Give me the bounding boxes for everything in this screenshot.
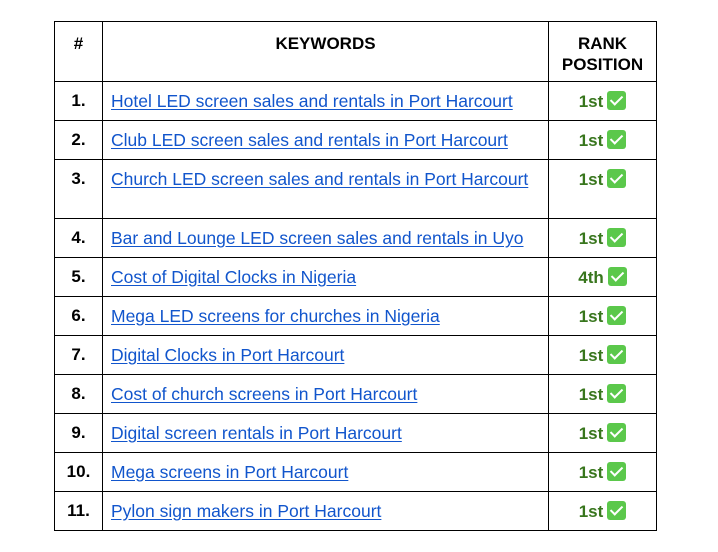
keyword-cell (103, 453, 549, 492)
check-mark-icon (607, 462, 626, 481)
keyword-link[interactable]: Cost of Digital Clocks in Nigeria (111, 267, 357, 287)
header-keywords: KEYWORDS (103, 22, 549, 82)
rank-cell (549, 297, 657, 336)
rank-cell (549, 82, 657, 121)
keyword-cell (103, 414, 549, 453)
header-rank-position (549, 22, 657, 82)
table-row (55, 258, 657, 297)
keyword-cell (103, 160, 549, 219)
keyword-ranking-table (54, 21, 657, 531)
rank-value: 1st (578, 424, 604, 443)
keyword-cell (103, 219, 549, 258)
row-number: 7. (55, 336, 103, 375)
rank-cell (549, 121, 657, 160)
rank-value: 1st (578, 385, 604, 404)
table-row (55, 160, 657, 219)
row-number: 2. (55, 121, 103, 160)
table-row (55, 297, 657, 336)
table-row (55, 414, 657, 453)
check-mark-icon (607, 228, 626, 247)
keyword-cell (103, 258, 549, 297)
table-row (55, 453, 657, 492)
rank-value: 1st (578, 346, 604, 365)
row-number: 3. (55, 160, 103, 219)
check-mark-icon (607, 306, 626, 325)
table-row (55, 121, 657, 160)
rank-value: 1st (578, 131, 604, 150)
keyword-link[interactable]: Hotel LED screen sales and rentals in Port Harcourt (111, 91, 513, 111)
keyword-link[interactable]: Pylon sign makers in Port Harcourt (111, 501, 382, 521)
row-number: 5. (55, 258, 103, 297)
header-number: # (55, 22, 103, 82)
keyword-cell (103, 297, 549, 336)
header-rank-line1: RANK (577, 34, 628, 53)
row-number: 9. (55, 414, 103, 453)
rank-value: 1st (578, 307, 604, 326)
keyword-cell (103, 375, 549, 414)
rank-value: 1st (578, 229, 604, 248)
rank-value: 1st (578, 170, 604, 189)
keyword-cell (103, 82, 549, 121)
keyword-cell (103, 121, 549, 160)
keyword-link[interactable]: Club LED screen sales and rentals in Port Harcourt (111, 130, 508, 150)
rank-cell (549, 219, 657, 258)
check-mark-icon (607, 501, 626, 520)
keyword-link[interactable]: Mega LED screens for churches in Nigeria (111, 306, 440, 326)
row-number: 8. (55, 375, 103, 414)
rank-value: 4th (578, 268, 604, 287)
rank-value: 1st (578, 92, 604, 111)
check-mark-icon (607, 130, 626, 149)
check-mark-icon (607, 384, 626, 403)
table-header-row (55, 22, 657, 82)
keyword-link[interactable]: Digital screen rentals in Port Harcourt (111, 423, 402, 443)
check-mark-icon (607, 423, 626, 442)
table-row (55, 336, 657, 375)
header-rank-line2: POSITION (561, 55, 644, 74)
row-number: 11. (55, 492, 103, 531)
rank-cell (549, 492, 657, 531)
keyword-link[interactable]: Church LED screen sales and rentals in Port Harcourt (111, 169, 529, 189)
table-row (55, 219, 657, 258)
table-row (55, 82, 657, 121)
check-mark-icon (607, 345, 626, 364)
rank-value: 1st (578, 502, 604, 521)
rank-cell (549, 160, 657, 219)
row-number: 6. (55, 297, 103, 336)
row-number: 10. (55, 453, 103, 492)
keyword-cell (103, 492, 549, 531)
check-mark-icon (607, 169, 626, 188)
table-row (55, 375, 657, 414)
check-mark-icon (607, 91, 626, 110)
rank-cell (549, 453, 657, 492)
keyword-link[interactable]: Digital Clocks in Port Harcourt (111, 345, 345, 365)
row-number: 4. (55, 219, 103, 258)
rank-cell (549, 258, 657, 297)
table-row (55, 492, 657, 531)
keyword-link[interactable]: Cost of church screens in Port Harcourt (111, 384, 418, 404)
keyword-cell (103, 336, 549, 375)
rank-cell (549, 375, 657, 414)
rank-cell (549, 414, 657, 453)
rank-value: 1st (578, 463, 604, 482)
row-number: 1. (55, 82, 103, 121)
rank-cell (549, 336, 657, 375)
keyword-link[interactable]: Mega screens in Port Harcourt (111, 462, 349, 482)
keyword-link[interactable]: Bar and Lounge LED screen sales and rentals in Uyo (111, 228, 524, 248)
check-mark-icon (608, 267, 627, 286)
